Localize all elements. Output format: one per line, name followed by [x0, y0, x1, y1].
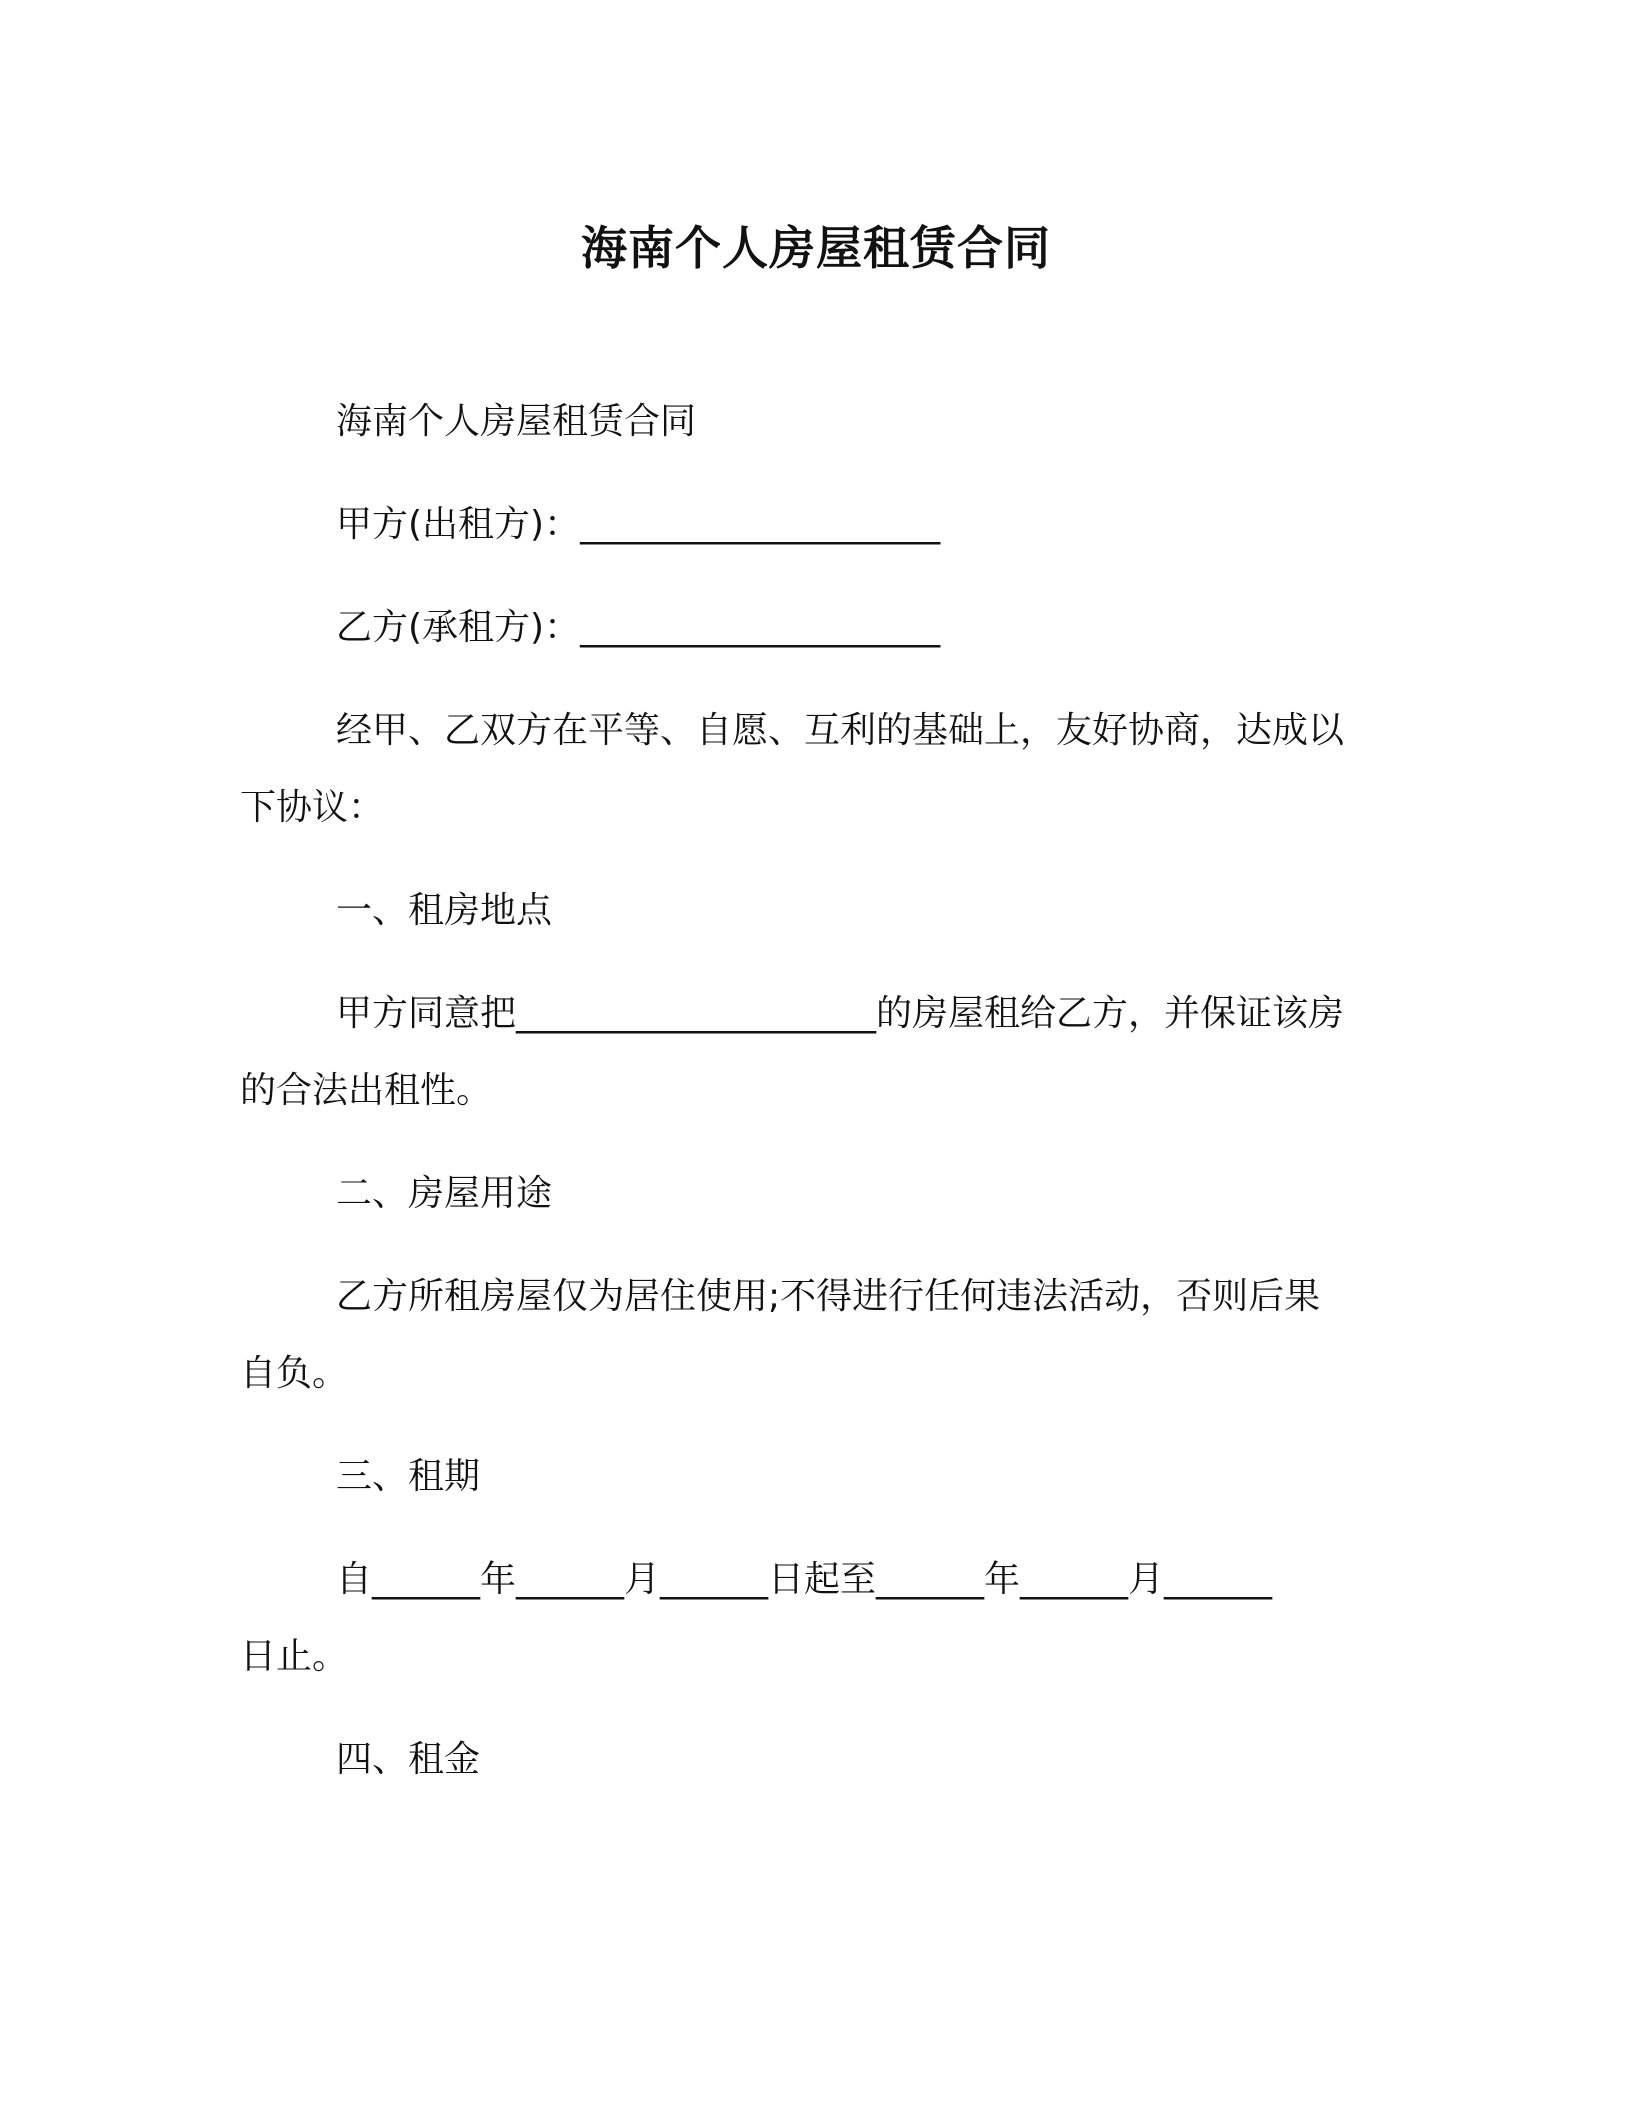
document-title: 海南个人房屋租赁合同	[581, 221, 1051, 275]
preamble-line-2: 下协议：	[240, 787, 385, 828]
section-3-body-line-1: 自______年______月______日起至______年______月______	[336, 1559, 1273, 1600]
section-2-body-line-2: 自负。	[240, 1353, 349, 1394]
section-2-body-line-1: 乙方所租房屋仅为居住使用;不得进行任何违法活动，否则后果	[336, 1276, 1321, 1317]
section-3-heading: 三、租期	[336, 1456, 481, 1497]
party-b-line: 乙方(承租方)：____________________	[336, 607, 941, 648]
subtitle-line: 海南个人房屋租赁合同	[336, 401, 697, 442]
section-1-heading: 一、租房地点	[336, 890, 553, 931]
section-1-body-line-1: 甲方同意把____________________的房屋租给乙方，并保证该房	[336, 993, 1345, 1034]
party-a-line: 甲方(出租方)：____________________	[336, 504, 941, 545]
section-4-heading: 四、租金	[336, 1739, 481, 1780]
section-1-body-line-2: 的合法出租性。	[240, 1070, 493, 1111]
section-2-heading: 二、房屋用途	[336, 1173, 553, 1214]
preamble-line-1: 经甲、乙双方在平等、自愿、互利的基础上，友好协商，达成以	[336, 710, 1345, 751]
section-3-body-line-2: 日止。	[240, 1636, 349, 1677]
